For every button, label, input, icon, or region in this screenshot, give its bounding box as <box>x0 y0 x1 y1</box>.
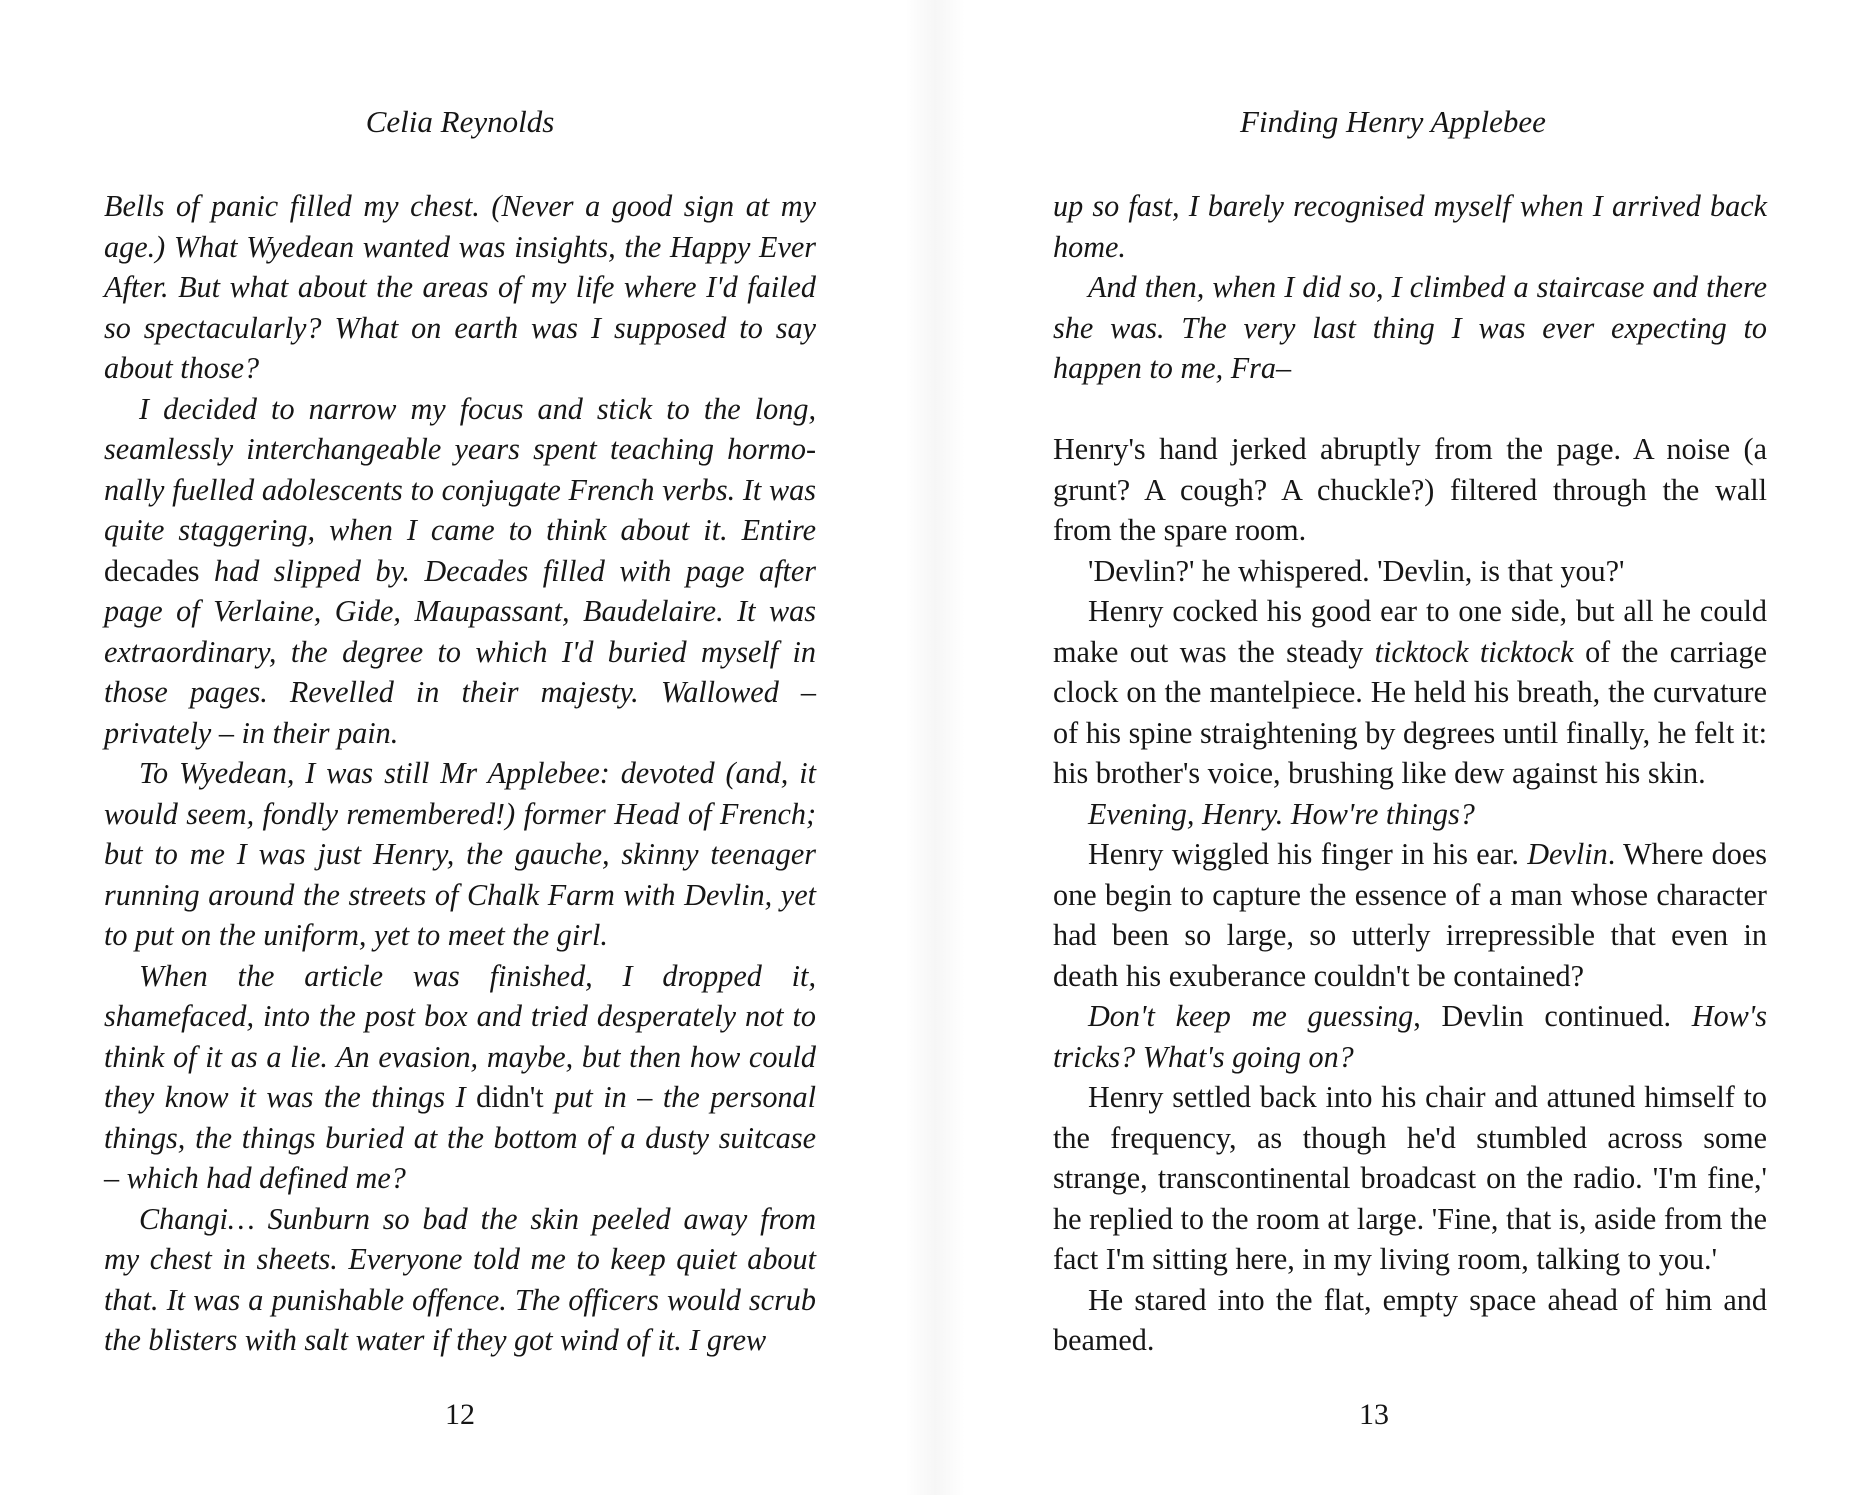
paragraph: Henry's hand jerked abruptly from the page. A noise (a grunt? A cough? A chuckle?) filtered through the wall from the spare room. <box>1053 432 1767 547</box>
italic-paragraph: up so fast, I barely recognised myself when I arrived back home. <box>1053 189 1767 264</box>
paragraph: To Wyedean, I was still Mr Applebee: devoted (and, it would seem, fondly remembered!) former Head of French; but to me I was just Henry, the gauche, skinny teenager running around the streets of Chalk Farm with Devlin, yet to put on the uniform, yet to meet the girl. <box>104 756 816 952</box>
left-running-head: Celia Reynolds <box>365 104 555 139</box>
paragraph: He stared into the flat, empty space ahead of him and beamed. <box>1053 1282 1767 1357</box>
paragraph: When the article was finished, I dropped it, shamefaced, into the post box and tried desperately not to think of it as a lie. An evasion, maybe, but then how could they know it was the things I didn't put in – the personal things, the things buried at the bottom of a dusty suitcase – which had defined me? <box>104 958 816 1195</box>
paragraph: Henry cocked his good ear to one side, but all he could make out was the steady ticktock ticktock of the carriage clock on the mantelpiece. He held his breath, the curvature of his spine straightening by degrees until finally, he felt it: his brother's voice, brushing like dew against his skin. <box>1053 594 1767 790</box>
right-page <box>933 0 1867 1495</box>
right-running-head: Finding Henry Applebee <box>1240 104 1546 139</box>
paragraph: Don't keep me guessing, Devlin continued. How's tricks? What's going on? <box>1053 999 1767 1074</box>
paragraph: Henry settled back into his chair and attuned himself to the frequency, as though he'd stumbled across some strange, transcontinental broadcast on the radio. 'I'm fine,' he replied to the room at large. 'Fine, that is, aside from the fact I'm sitting here, in my living room, talking to you.' <box>1053 1080 1767 1276</box>
paragraph: Evening, Henry. How're things? <box>1088 796 1475 831</box>
paragraph: I decided to narrow my focus and stick to the long, seamlessly interchangeable years spent teaching hormonally fuelled adolescents to conjugate French verbs. It was quite staggering, when I came to think about it. Entire decades had slipped by. Decades filled with page after page of Verlaine, Gide, Maupassant, Baudelaire. It was extraordinary, the degree to which I'd buried myself in those pages. Revelled in their majesty. Wallowed – privately – in their pain. <box>104 391 816 750</box>
left-page <box>0 0 933 1495</box>
right-page-text <box>1053 186 1767 1361</box>
left-page-text <box>104 186 816 1361</box>
left-page-number: 12 <box>445 1398 475 1431</box>
paragraph: Bells of panic filled my chest. (Never a good sign at my age.) What Wyedean wanted was insights, the Happy Ever After. But what about the areas of my life where I'd failed so spectacularly? What on earth was I supposed to say about those? <box>104 189 816 385</box>
paragraph: Henry wiggled his finger in his ear. Devlin. Where does one begin to capture the essence of a man whose character had been so large, so utterly irrepressible that even in death his exuberance couldn't be contained? <box>1053 837 1767 993</box>
paragraph: 'Devlin?' he whispered. 'Devlin, is that you?' <box>1088 553 1625 588</box>
right-page-number: 13 <box>1359 1398 1389 1431</box>
paragraph: Changi… Sunburn so bad the skin peeled away from my chest in sheets. Everyone told me to keep quiet about that. It was a punishable offence. The officers would scrub the blisters with salt water if they got wind of it. I grew <box>104 1201 816 1357</box>
italic-paragraph: And then, when I did so, I climbed a staircase and there she was. The very last thing I was ever expecting to happen to me, Fra– <box>1053 270 1767 385</box>
